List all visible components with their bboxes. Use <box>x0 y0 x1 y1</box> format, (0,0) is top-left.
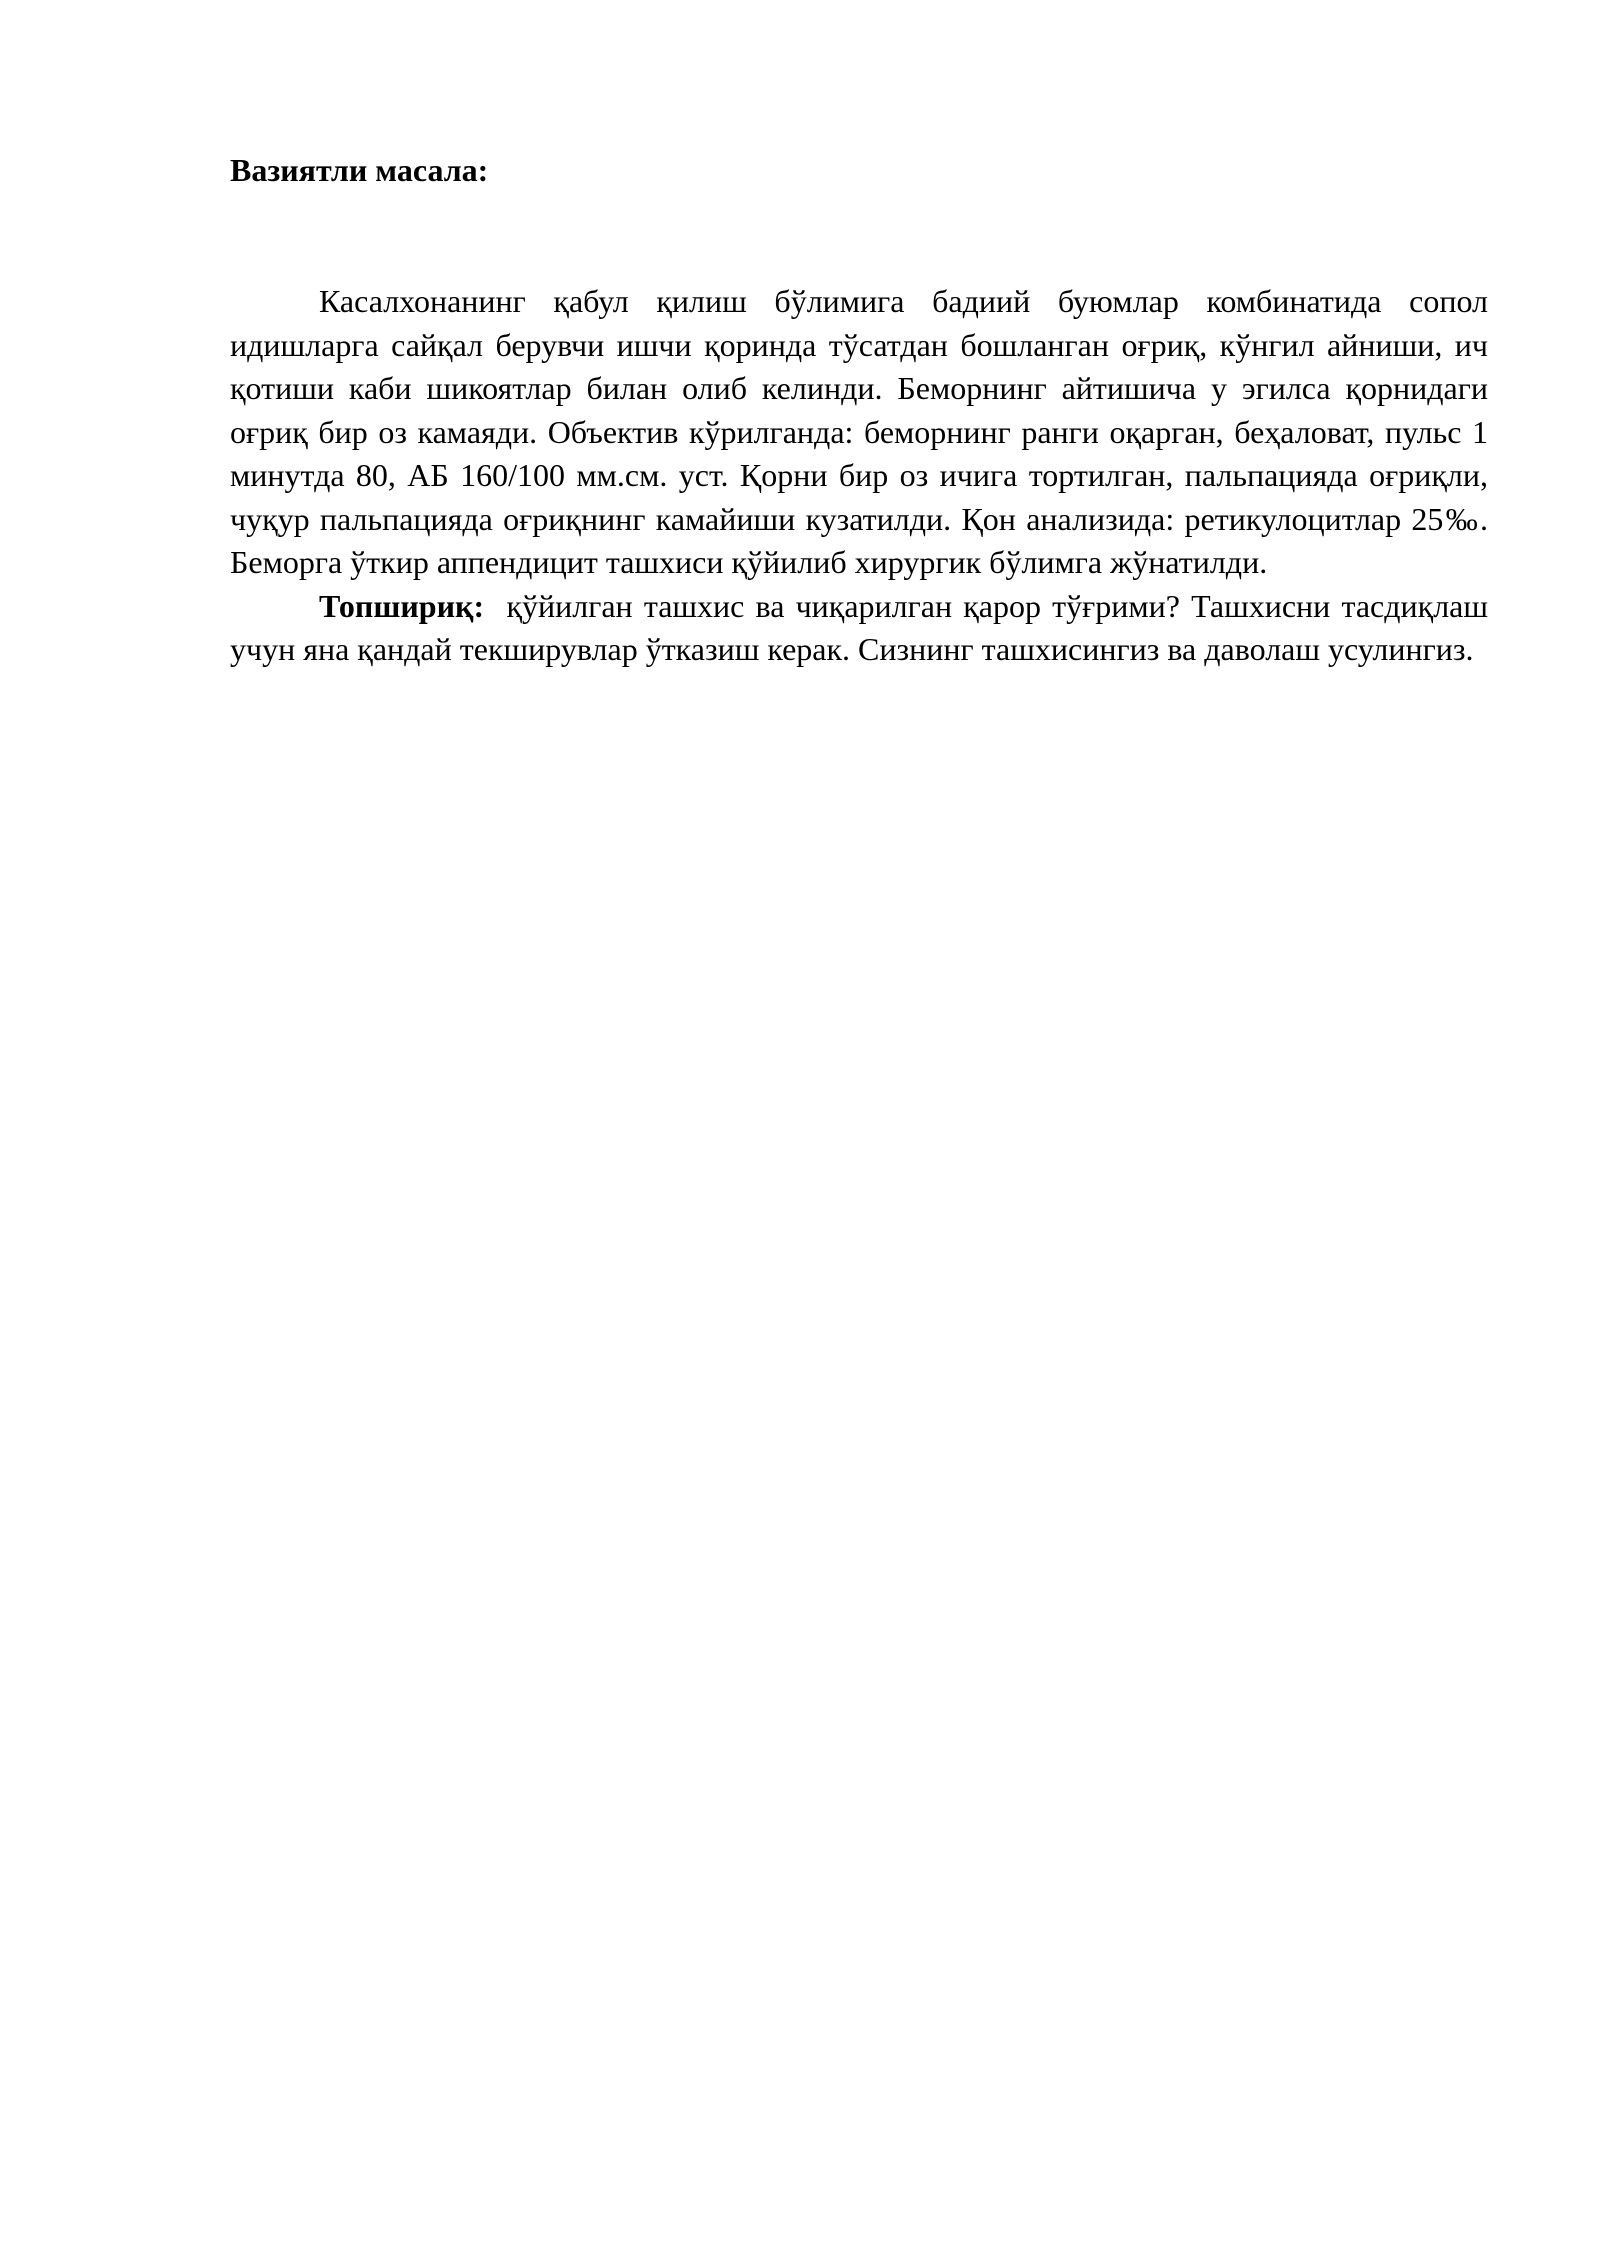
task-paragraph <box>230 585 1488 672</box>
task-text: қўйилган ташхис ва чиқарилган қарор тўғрими? Ташхисни тасдиқлаш учун яна қандай текширувлар ўтказиш керак. Сизнинг ташхисингиз ва даволаш усулингиз. <box>230 587 1489 667</box>
document-heading: Вазиятли масала: <box>230 152 489 188</box>
case-description-paragraph: Касалхонанинг қабул қилиш бўлимига бадиий буюмлар комбинатида сопол идишларга сайқал берувчи ишчи қоринда тўсатдан бошланган оғриқ, кўнгил айниши, ич қотиши каби шикоятлар билан олиб келинди. Беморнинг айтишича у эгилса қорнидаги оғриқ бир оз камаяди. Объектив кўрилганда: беморнинг ранги оқарган, беҳаловат, пульс 1 минутда 80, АБ 160/100 мм.см. уст. Қорни бир оз ичига тортилган, пальпацияда оғриқли, чуқур пальпацияда оғриқнинг камайиши кузатилди. Қон анализида: ретикулоцитлар 25‰. Беморга ўткир аппендицит ташхиси қўйилиб хирургик бўлимга жўнатилди. <box>230 283 1488 580</box>
task-label: Топшириқ: <box>319 587 485 624</box>
document-content <box>230 150 1488 672</box>
